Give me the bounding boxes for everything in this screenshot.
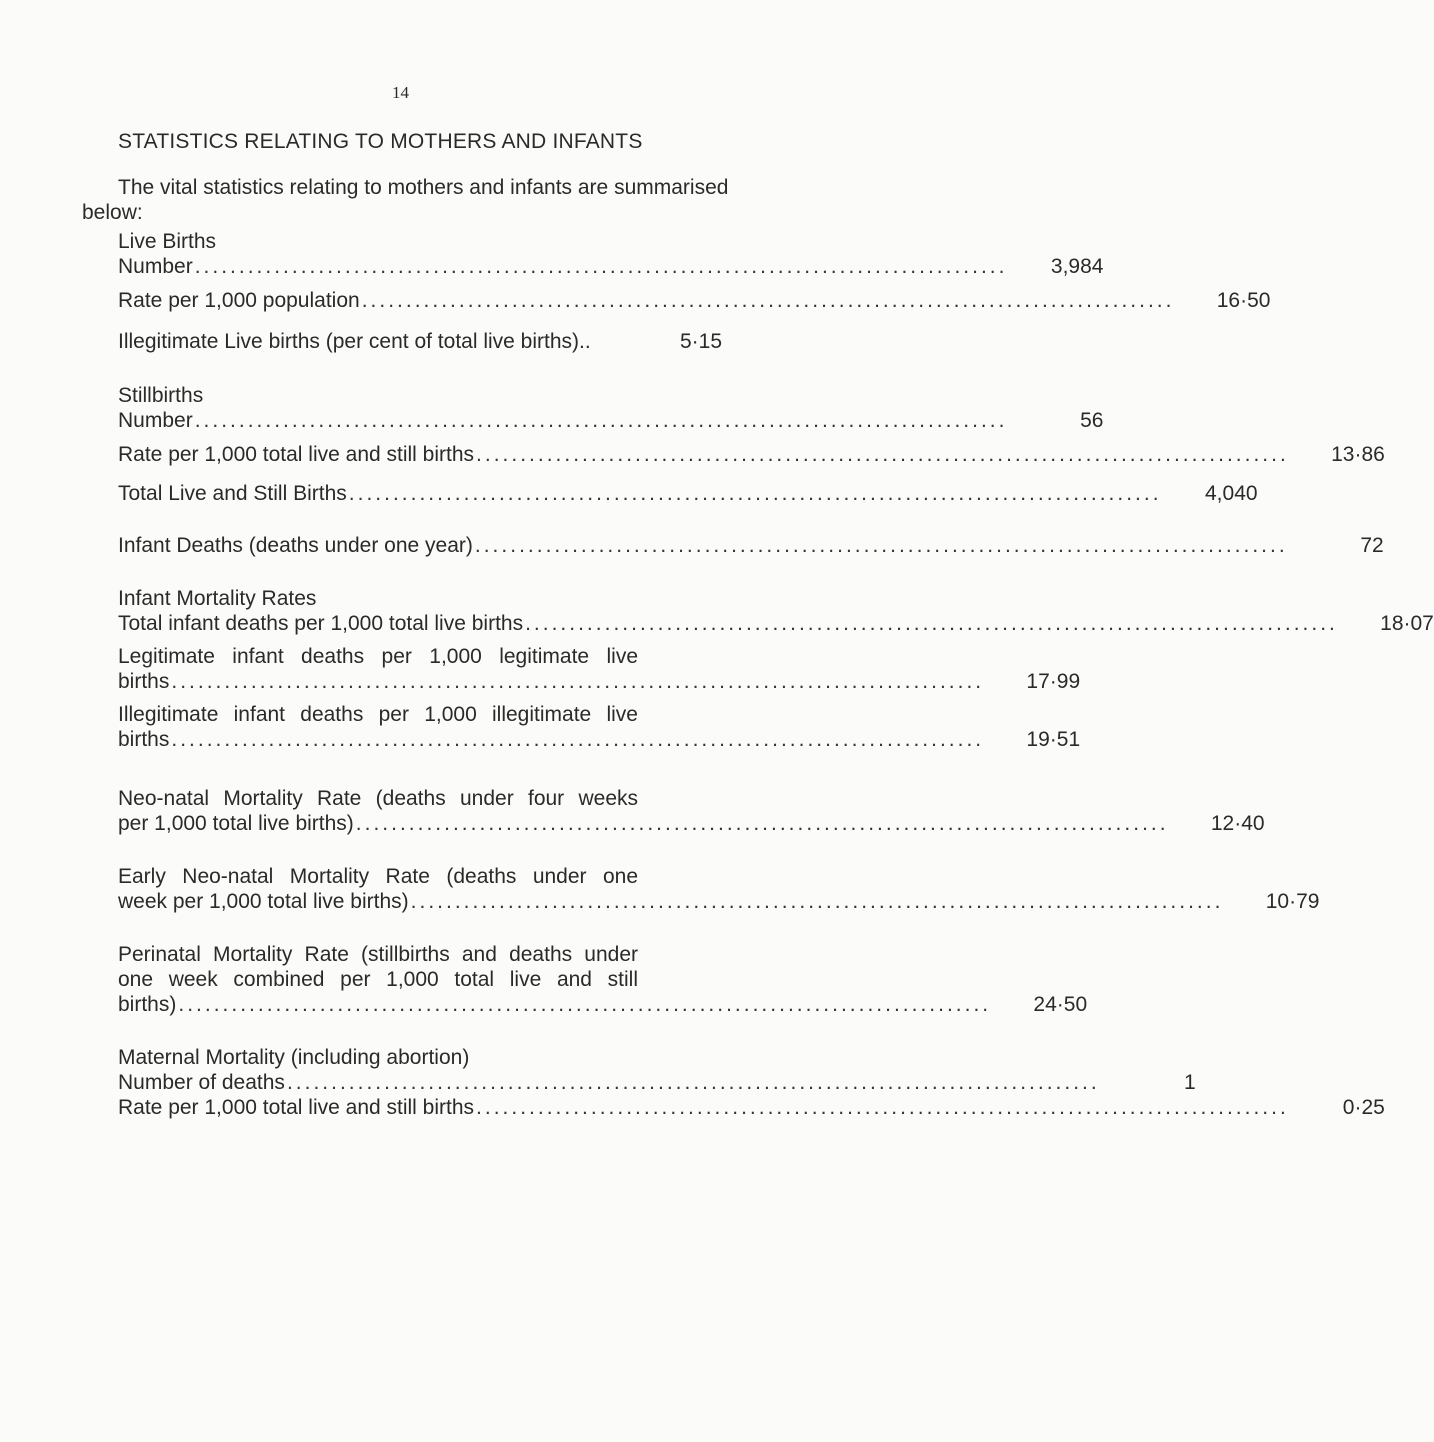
dot-leader: ............................................................................................	[178, 993, 992, 1016]
row-value: 4,040	[1205, 482, 1258, 505]
stillbirths-section	[118, 383, 1385, 467]
dot-leader: ............................................................................................	[171, 670, 985, 693]
row-value: 72	[1360, 534, 1384, 557]
intro-text: The vital statistics relating to mothers and infants are summarised below:	[82, 176, 729, 224]
early-neonatal-row	[118, 889, 1320, 914]
row-value: 16·50	[1216, 289, 1271, 312]
row-value: 18·07	[1380, 612, 1434, 635]
perinatal-row	[118, 992, 1088, 1017]
illegitimate-label-line1: Illegitimate infant deaths per 1,000 illegitimate live	[118, 703, 638, 726]
early-neonatal-section	[118, 864, 1320, 914]
neonatal-section	[118, 786, 1265, 836]
neonatal-row	[118, 811, 1265, 836]
row-value: 3,984	[1050, 255, 1104, 278]
row-label: per 1,000 total live births)	[118, 812, 354, 835]
live-births-number-row	[118, 254, 1104, 279]
live-births-rate-row	[118, 288, 1271, 313]
dot-leader: ............................................................................................	[286, 1071, 1100, 1094]
page-number: 14	[392, 83, 409, 102]
illegitimate-infant-row	[118, 727, 1081, 752]
dot-leader: ............................................................................................	[171, 728, 985, 751]
row-label: Rate per 1,000 total live and still births	[118, 443, 475, 466]
row-label: Illegitimate Live births (per cent of total live births)..	[118, 330, 591, 353]
infant-mortality-heading: Infant Mortality Rates	[118, 587, 317, 610]
illegitimate-row	[118, 329, 722, 354]
row-label: Number of deaths	[118, 1071, 285, 1094]
dot-leader: ............................................................................................	[474, 534, 1288, 557]
page-title: STATISTICS RELATING TO MOTHERS AND INFANTS	[118, 130, 643, 153]
row-value: 24·50	[1033, 993, 1088, 1016]
row-value: 17·99	[1026, 670, 1081, 693]
row-label: Infant Deaths (deaths under one year)	[118, 534, 473, 557]
row-value: 1	[1184, 1071, 1196, 1094]
maternal-rate-row	[118, 1095, 1385, 1120]
row-label: Number	[118, 409, 193, 432]
infant-mortality-total-row	[118, 611, 1434, 636]
stillbirths-heading: Stillbirths	[118, 384, 204, 407]
row-label: births	[118, 670, 170, 693]
stillbirths-rate-row	[118, 442, 1385, 467]
row-label: week per 1,000 total live births)	[118, 890, 409, 913]
stillbirths-number-row	[118, 408, 1104, 433]
row-label: births)	[118, 993, 177, 1016]
row-value: 19·51	[1026, 728, 1081, 751]
dot-leader: ............................................................................................	[355, 812, 1169, 835]
dot-leader: ............................................................................................	[194, 409, 1008, 432]
dot-leader: ............................................................................................	[476, 1096, 1289, 1119]
row-label: births	[118, 728, 170, 751]
illegitimate-section	[118, 329, 722, 354]
dot-leader: ............................................................................................	[194, 255, 1008, 278]
neonatal-line1: Neo-natal Mortality Rate (deaths under four weeks	[118, 787, 638, 810]
dot-leader: ............................................................................................	[525, 612, 1338, 635]
infant-mortality-section	[118, 586, 1434, 752]
dot-leader: ............................................................................................	[476, 443, 1289, 466]
maternal-heading: Maternal Mortality (including abortion)	[118, 1046, 470, 1069]
row-label: Rate per 1,000 population	[118, 289, 360, 312]
legitimate-label-line1: Legitimate infant deaths per 1,000 legitimate live	[118, 645, 638, 668]
row-value: 5·15	[679, 330, 722, 353]
infant-deaths-section	[118, 533, 1384, 558]
maternal-number-row	[118, 1070, 1196, 1095]
row-value: 12·40	[1210, 812, 1265, 835]
total-live-still-section	[118, 481, 1258, 506]
perinatal-line2: one week combined per 1,000 total live and still	[118, 968, 638, 991]
row-value: 10·79	[1265, 890, 1320, 913]
early-neonatal-line1: Early Neo-natal Mortality Rate (deaths under one	[118, 865, 638, 888]
row-value: 13·86	[1331, 443, 1385, 466]
row-value: 0·25	[1342, 1096, 1385, 1119]
dot-leader: ............................................................................................	[361, 289, 1175, 312]
infant-deaths-row	[118, 533, 1384, 558]
perinatal-section	[118, 942, 1088, 1017]
row-label: Rate per 1,000 total live and still births	[118, 1096, 475, 1119]
intro-paragraph	[82, 175, 762, 225]
live-births-section	[118, 229, 1271, 313]
row-label: Total infant deaths per 1,000 total live births	[118, 612, 524, 635]
row-label: Total Live and Still Births	[118, 482, 347, 505]
row-value: 56	[1080, 409, 1104, 432]
maternal-section	[118, 1045, 1385, 1120]
dot-leader: ............................................................................................	[410, 890, 1224, 913]
perinatal-line1: Perinatal Mortality Rate (stillbirths and deaths under	[118, 943, 638, 966]
live-births-heading: Live Births	[118, 230, 217, 253]
legitimate-row	[118, 669, 1081, 694]
total-live-still-row	[118, 481, 1258, 506]
row-label: Number	[118, 255, 193, 278]
dot-leader: ............................................................................................	[348, 482, 1162, 505]
